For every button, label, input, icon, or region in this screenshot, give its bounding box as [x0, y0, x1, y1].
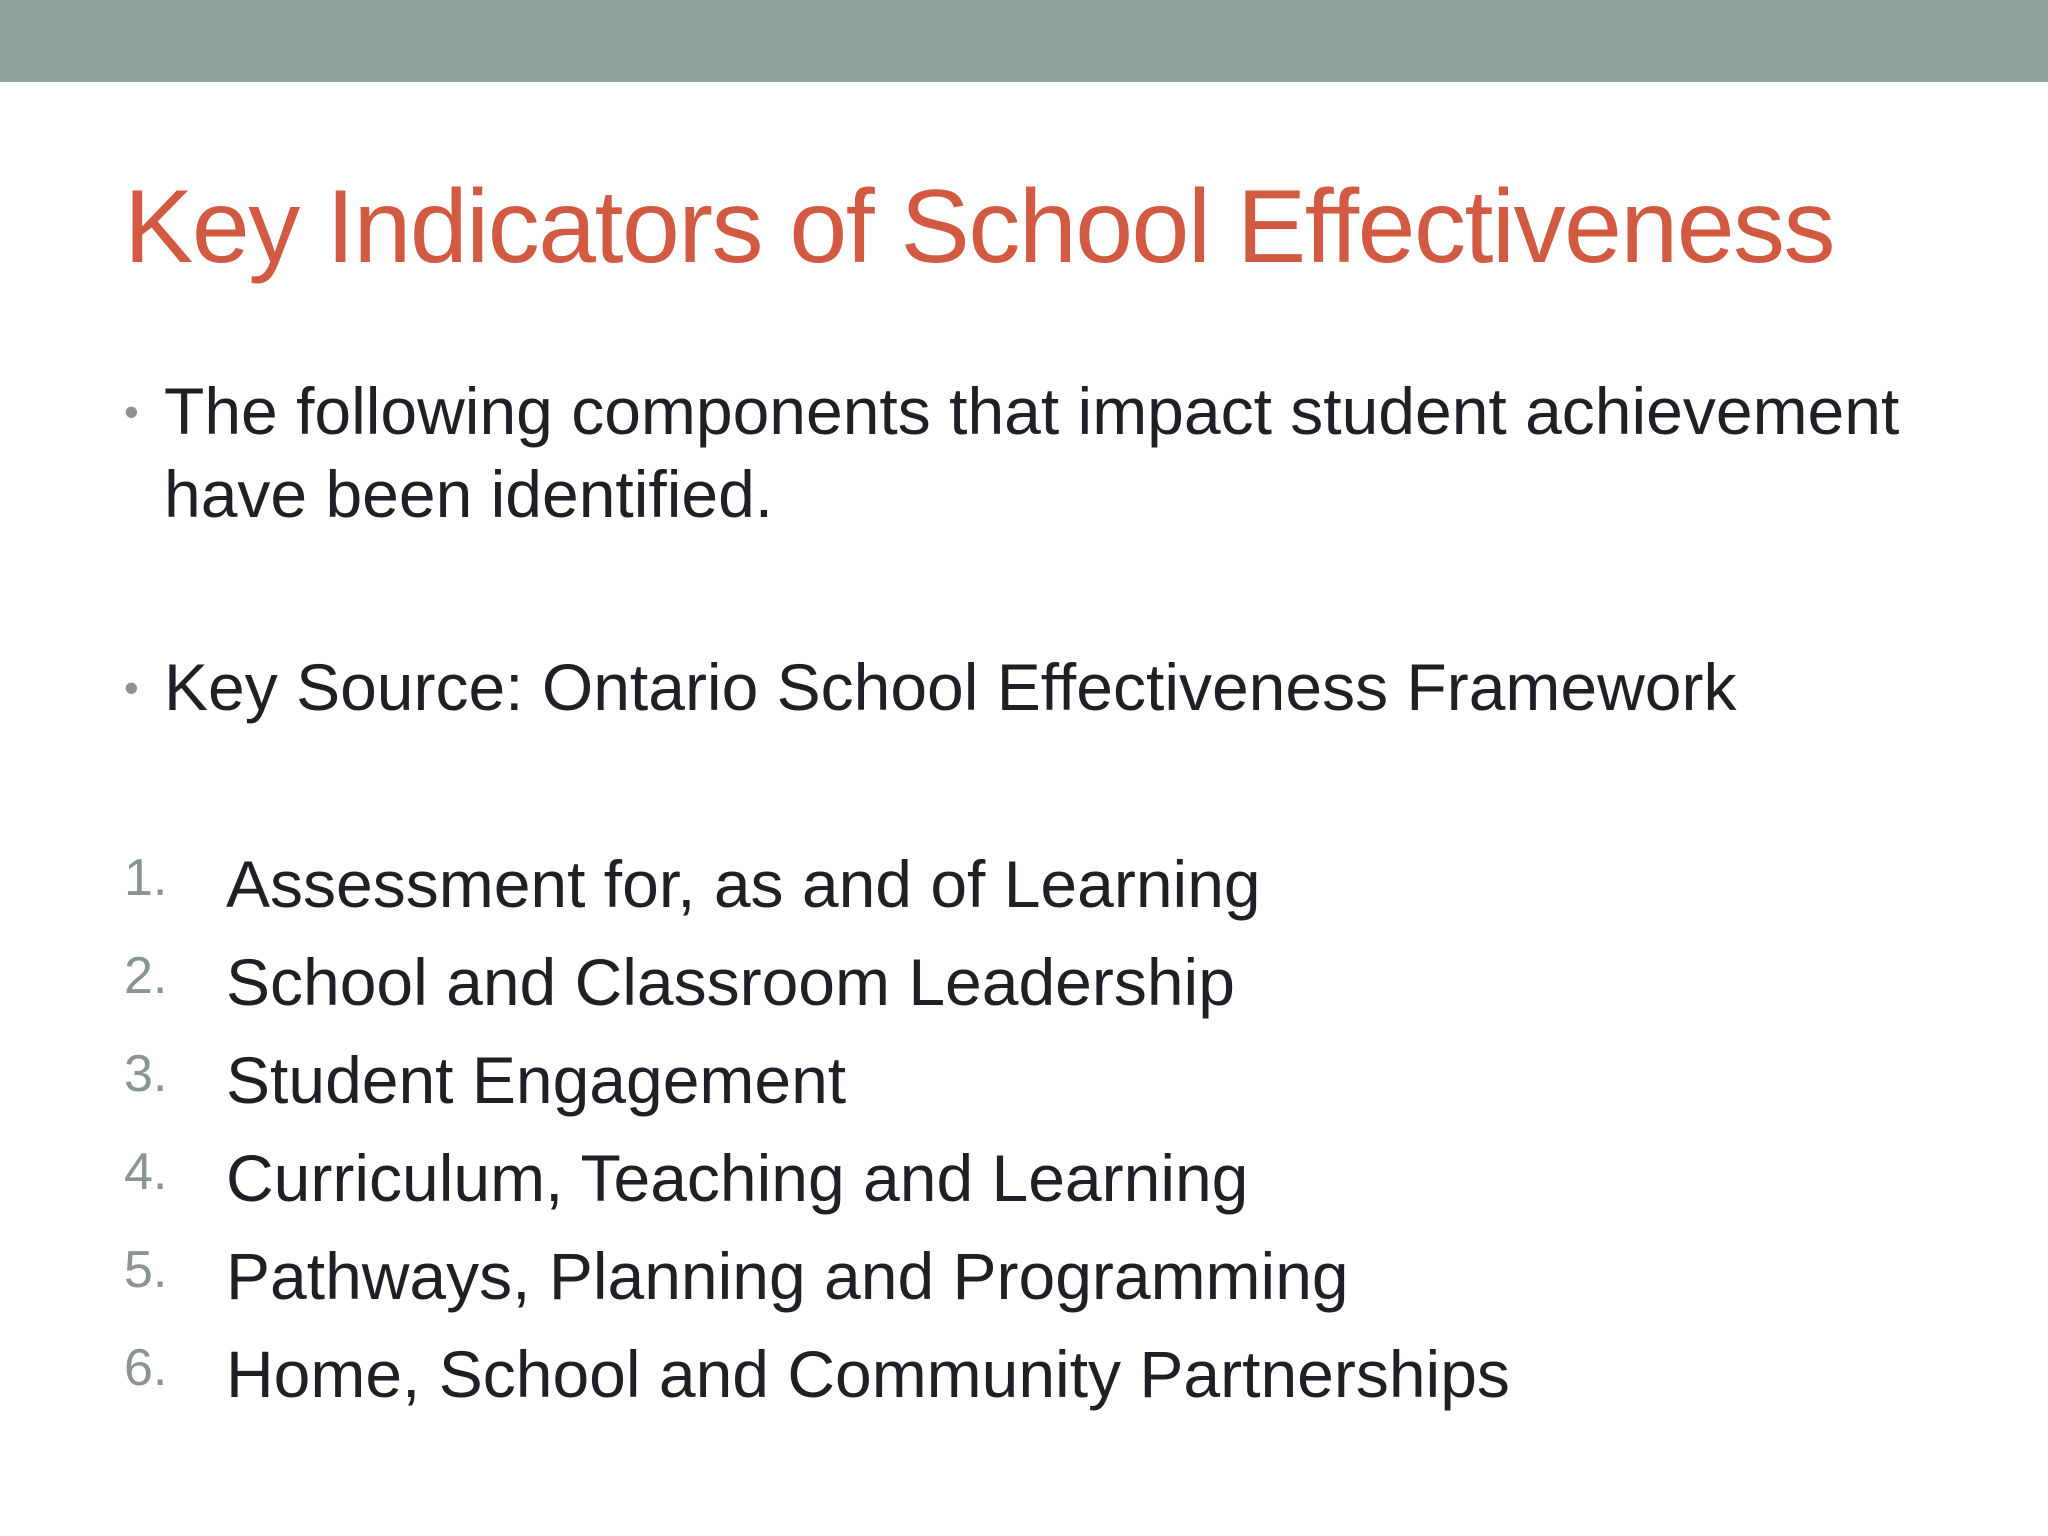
- bullet-text: Key Source: Ontario School Effectiveness Framework: [164, 650, 1737, 724]
- number-marker: 4.: [124, 1143, 168, 1201]
- numbered-item-text: Pathways, Planning and Programming: [226, 1239, 1349, 1313]
- top-accent-bar: [0, 0, 2048, 82]
- numbered-item: [124, 1134, 1944, 1232]
- bullet-marker: •: [124, 664, 139, 711]
- number-marker: 6.: [124, 1339, 168, 1397]
- bullet-list: [124, 370, 1944, 729]
- numbered-item: [124, 1036, 1944, 1134]
- numbered-item-text: Student Engagement: [226, 1043, 847, 1117]
- numbered-item: [124, 1232, 1944, 1330]
- numbered-item-text: School and Classroom Leadership: [226, 945, 1235, 1019]
- bullet-marker: •: [124, 388, 139, 435]
- numbered-item-text: Home, School and Community Partnerships: [226, 1337, 1510, 1411]
- numbered-list: [124, 840, 1944, 1428]
- numbered-item: [124, 938, 1944, 1036]
- numbered-item: [124, 840, 1944, 938]
- number-marker: 5.: [124, 1241, 168, 1299]
- number-marker: 2.: [124, 947, 168, 1005]
- number-marker: 1.: [124, 849, 168, 907]
- numbered-item-text: Curriculum, Teaching and Learning: [226, 1141, 1249, 1215]
- numbered-item-text: Assessment for, as and of Learning: [226, 847, 1261, 921]
- number-marker: 3.: [124, 1045, 168, 1103]
- numbered-item: [124, 1330, 1944, 1428]
- slide-title: Key Indicators of School Effectiveness: [124, 169, 1835, 285]
- bullet-text: The following components that impact student achievement have been identified.: [164, 374, 1900, 531]
- bullet-item: [124, 370, 1944, 536]
- bullet-item: [124, 646, 1944, 729]
